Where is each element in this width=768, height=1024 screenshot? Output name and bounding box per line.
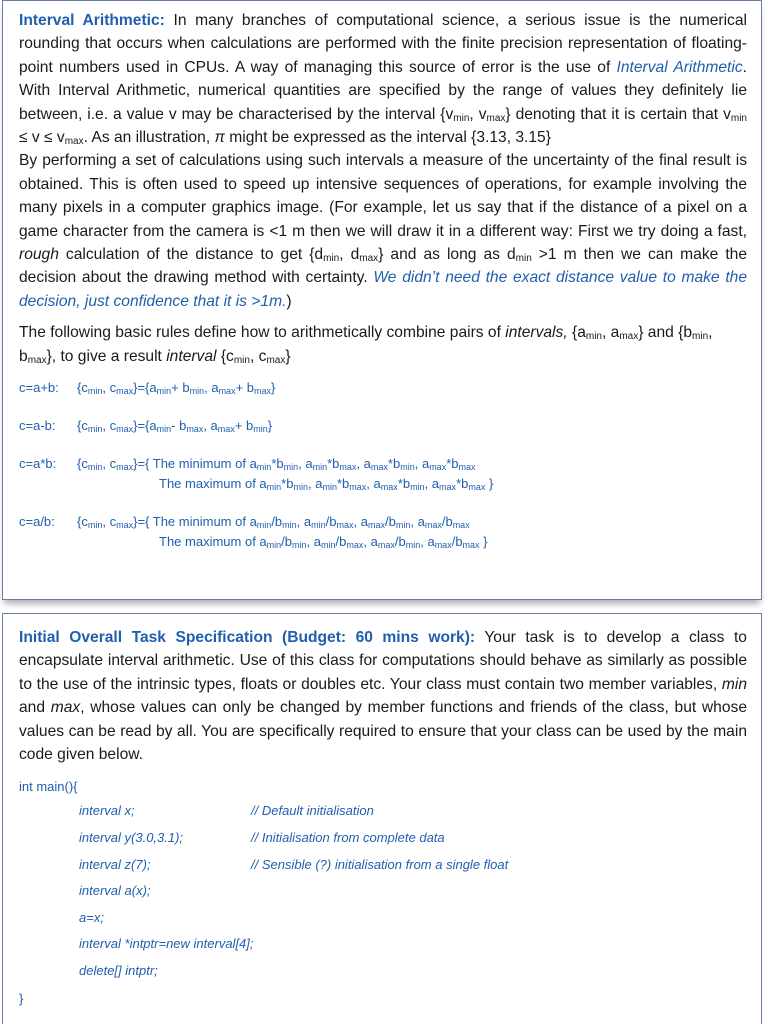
section-title: Interval Arithmetic: [19,12,165,29]
uncertainty-paragraph: By performing a set of calculations using such intervals a measure of the uncertainty of the final result is obtained. This is often used to speed up intensive sequences of operations, for example involving the many pixels in a computer graphics image. (For example, let us say that if the distance of a pixel on a game character from the camera is <1 m then we will draw it in a different way: First we try doing a fast, rough calculation of the distance to get {$d_{min}$, $d_{max}$} and as long as $d_{min} >1$ m then we can make the decision about the drawing method with certainty. We didn’t need the exact distance value to make the decision, just confidence that it is >1m.) [19,152,747,310]
code-line: interval y(3.0,3.1); // Initialisation from complete data [79,830,445,846]
task-specification-panel [2,613,762,1024]
spec-paragraph: Initial Overall Task Specification (Budget: 60 mins work): Your task is to develop a class to encapsulate interval arithmetic. Use of this class for computations should behave as similarly as possible to the use of the intrinsic types, floats or doubles etc. Your class must contain two member variables, min and max, whose values can only be changed by member functions and friends of the class, but whose values can be read by all. You are specifically required to ensure that your class can be used by the main code given below. [19,629,747,764]
code-line: a=x; [79,909,104,925]
rule-subtraction: c=a-b: {$c_{min}$, $c_{max}\}=\{a_{min}-$ $b_{max}$, $a_{max}+ b_{min}$} [19,418,273,435]
code-line: interval *intptr=new interval[4]; [79,936,254,952]
spec-title: Initial Overall Task Specification (Budget: 60 mins work): [19,629,476,646]
intro-paragraph: Interval Arithmetic: In many branches of computational science, a serious issue is the numerical rounding that occurs when calculations are performed with the finite precision representation of floating-point numbers used in CPUs. A way of managing this source of error is the use of Interval Arithmetic. With Interval Arithmetic, numerical quantities are specified by the range of values they definitely lie between, i.e. a value v may be characterised by the interval {$v_{min}$, $v_{max}$} denoting that it is certain that $v_{min} \le v \le v_{max}$. As an illustration, π might be expressed as the interval {3.13, 3.15} [19,12,747,148]
code-main-close: } [19,990,24,1006]
code-main-open: int main(){ [19,779,78,795]
code-line: delete[] intptr; [79,963,158,978]
rule-multiplication: c=a*b: {$c_{min}$, $c_{max}\}=${ The minimum of $a_{min}*b_{min}$, $a_{min}*b_{max}$, $a_{max}*b_{min}$, $a_{max}*b_{max}$ The maximum of $a_{min}*b_{min}$, $a_{min}*b_{max}$, $a_{max}*b_{min}$, $a_{max}*b_{max}$ } [19,456,494,493]
rules-intro-paragraph: The following basic rules define how to arithmetically combine pairs of intervals, {$a_{min}$, $a_{max}$} and {$b_{min}$, $b_{max}$}, to give a result interval {$c_{min}$, $c_{max}$} [19,324,713,366]
interval-arithmetic-panel [2,0,762,600]
code-line: interval z(7); // Sensible (?) initialisation from a single float [79,856,509,872]
code-line: interval x; // Default initialisation [79,803,374,819]
main-code-block [19,776,747,1008]
code-line: interval a(x); [79,883,151,899]
rule-addition: c=a+b: {$c_{min}$, $c_{max}\}=\{a_{min}+ b_{min}$, $a_{max}+ b_{max}$} [19,380,276,397]
rule-division: c=a/b: {$c_{min}$, $c_{max}\}=${ The minimum of $a_{min}/b_{min}$, $a_{min}/b_{max}$, $a_{max}/b_{min}$, $a_{max}/b_{max}$ The maximum of $a_{min}/b_{min}$, $a_{min}/b_{max}$, $a_{max}/b_{min}$, $a_{max}/b_{max}$ } [19,514,488,551]
